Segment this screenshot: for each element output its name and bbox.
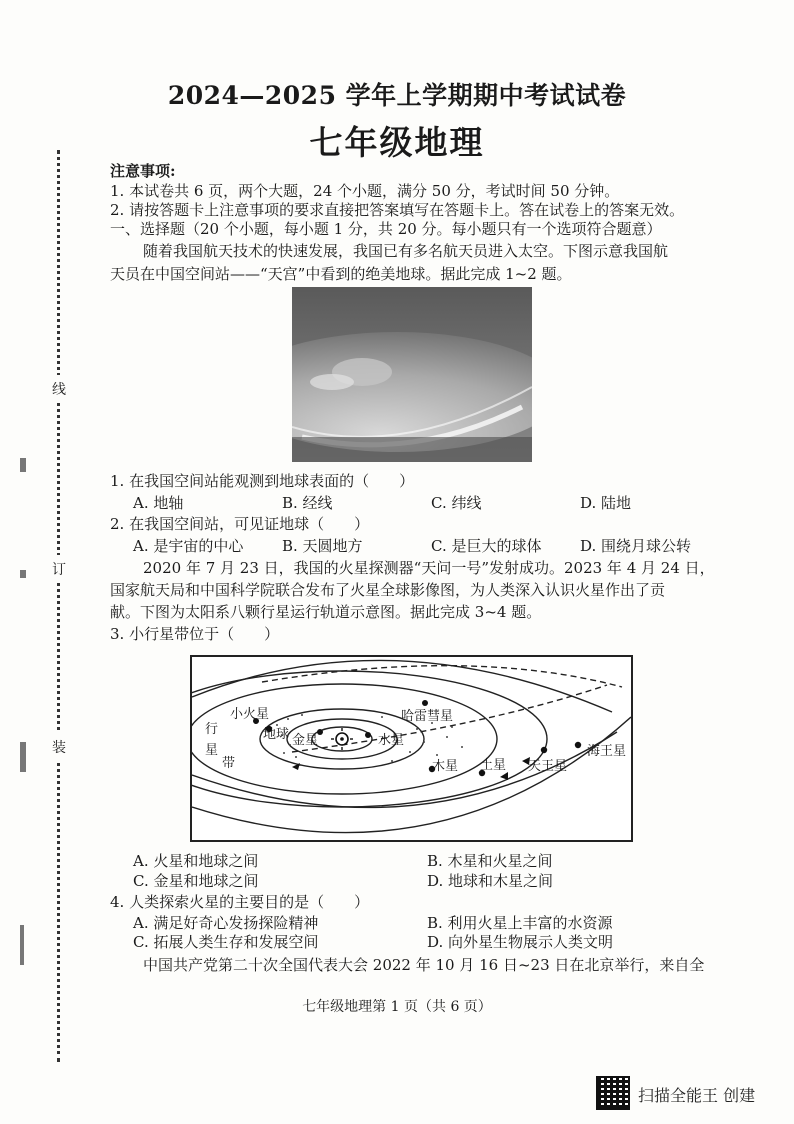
qr-code-icon — [596, 1076, 630, 1110]
q2-option-c: C. 是巨大的球体 — [431, 537, 542, 555]
label-mars: 小火星 — [230, 707, 270, 722]
label-mercury: 水星 — [378, 733, 405, 748]
exam-title: 2024—2025 学年上学期期中考试试卷 — [167, 81, 627, 110]
notes-item: 1. 本试卷共 6 页，两个大题，24 个小题，满分 50 分，考试时间 50 分钟。 — [110, 182, 620, 200]
binding-label-xian: 线 — [50, 375, 68, 403]
label-neptune: 海王星 — [587, 744, 627, 759]
subject-title: 七年级地理 — [309, 123, 485, 162]
label-saturn: 土星 — [480, 758, 507, 773]
q3-option-c: C. 金星和地球之间 — [133, 872, 259, 890]
q2-option-b: B. 天圆地方 — [282, 537, 363, 555]
passage-text: 中国共产党第二十次全国代表大会 2022 年 10 月 16 日~23 日在北京举行，来自全 — [143, 956, 705, 974]
question-2-stem: 2. 在我国空间站，可见证地球（ ） — [110, 515, 370, 533]
binding-label-zhuang: 装 — [50, 733, 68, 761]
label-jupiter: 木星 — [432, 759, 459, 774]
q4-option-d: D. 向外星生物展示人类文明 — [427, 933, 614, 951]
binding-dotted-line — [57, 150, 60, 1062]
q1-option-a: A. 地轴 — [133, 494, 184, 512]
intro-text: 天员在中国空间站——“天宫”中看到的绝美地球。据此完成 1~2 题。 — [110, 265, 572, 283]
label-uranus: 天王星 — [528, 759, 568, 774]
section-heading: 一、选择题（20 个小题，每小题 1 分，共 20 分。每小题只有一个选项符合题意） — [110, 220, 662, 238]
question-3-stem: 3. 小行星带位于（ ） — [110, 625, 280, 643]
passage-text: 2020 年 7 月 23 日，我国的火星探测器“天问一号”发射成功。2023 年 4 月 24 日， — [143, 559, 715, 577]
label-venus: 金星 — [292, 733, 319, 748]
label-asteroid-belt: 带 — [222, 756, 236, 771]
question-4-stem: 4. 人类探索火星的主要目的是（ ） — [110, 893, 370, 911]
margin-mark — [20, 458, 26, 472]
notes-heading: 注意事项: — [110, 162, 176, 180]
binding-label-ding: 订 — [50, 555, 68, 583]
earth-from-space-photo — [292, 287, 532, 462]
solar-system-orbit-diagram — [190, 655, 633, 842]
passage-text: 国家航天局和中国科学院联合发布了火星全球影像图，为人类深入认识火星作出了贡 — [110, 581, 666, 599]
label-asteroid-belt: 行 — [205, 722, 219, 737]
label-asteroid-belt: 星 — [205, 743, 219, 758]
q3-option-b: B. 木星和火星之间 — [427, 852, 553, 870]
passage-text: 献。下图为太阳系八颗行星运行轨道示意图。据此完成 3~4 题。 — [110, 603, 542, 621]
q3-option-d: D. 地球和木星之间 — [427, 872, 554, 890]
q4-option-a: A. 满足好奇心发扬探险精神 — [133, 914, 319, 932]
q1-option-c: C. 纬线 — [431, 494, 482, 512]
q2-option-a: A. 是宇宙的中心 — [133, 537, 244, 555]
label-earth: 地球 — [263, 727, 290, 742]
notes-item: 2. 请按答题卡上注意事项的要求直接把答案填写在答题卡上。答在试卷上的答案无效。 — [110, 201, 685, 219]
margin-mark — [20, 742, 26, 772]
scanner-watermark: 扫描全能王 创建 — [638, 1086, 756, 1105]
q1-option-d: D. 陆地 — [580, 494, 632, 512]
page-footer: 七年级地理第 1 页（共 6 页） — [302, 999, 492, 1015]
q2-option-d: D. 围绕月球公转 — [580, 537, 692, 555]
q4-option-b: B. 利用火星上丰富的水资源 — [427, 914, 613, 932]
label-halley-comet: 哈雷彗星 — [401, 709, 454, 724]
intro-text: 随着我国航天技术的快速发展，我国已有多名航天员进入太空。下图示意我国航 — [143, 242, 669, 260]
q1-option-b: B. 经线 — [282, 494, 333, 512]
question-1-stem: 1. 在我国空间站能观测到地球表面的（ ） — [110, 472, 415, 490]
q3-option-a: A. 火星和地球之间 — [133, 852, 259, 870]
margin-mark — [20, 925, 24, 965]
q4-option-c: C. 拓展人类生存和发展空间 — [133, 933, 319, 951]
margin-mark — [20, 570, 26, 578]
